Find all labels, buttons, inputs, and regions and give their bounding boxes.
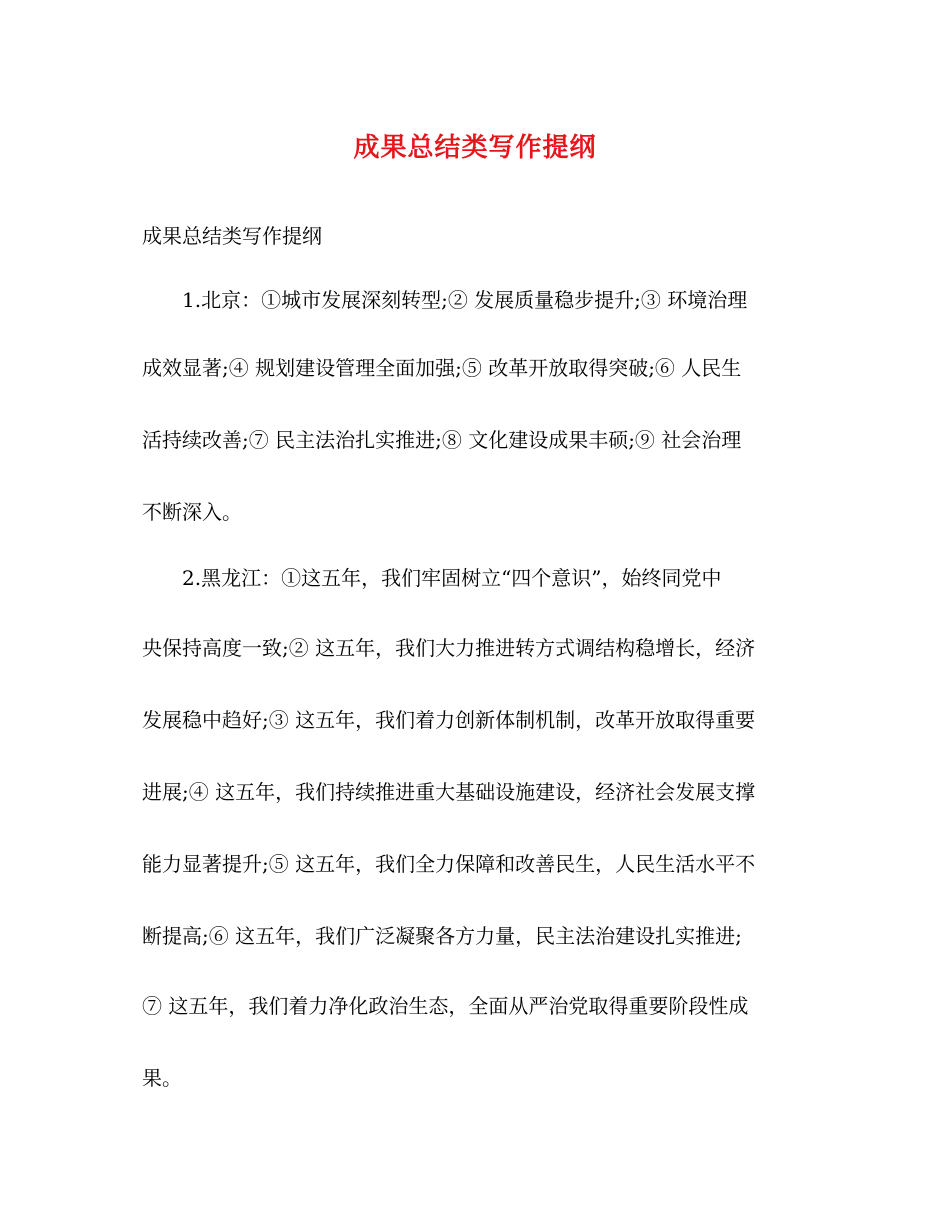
paragraph-2-line-6: 断提高;⑥ 这五年，我们广泛凝聚各方力量，民主法治建设扎实推进; <box>142 924 742 948</box>
paragraph-2-line-1: 2.黑龙江：①这五年，我们牢固树立“四个意识”，始终同党中 <box>182 566 722 590</box>
paragraph-2-line-8: 果。 <box>142 1066 182 1090</box>
paragraph-1-line-1: 1.北京：①城市发展深刻转型;② 发展质量稳步提升;③ 环境治理 <box>182 288 748 312</box>
document-subtitle: 成果总结类写作提纲 <box>142 224 322 248</box>
document-title: 成果总结类写作提纲 <box>353 133 597 163</box>
paragraph-2-line-7: ⑦ 这五年，我们着力净化政治生态，全面从严治党取得重要阶段性成 <box>142 994 749 1018</box>
paragraph-1-line-3: 活持续改善;⑦ 民主法治扎实推进;⑧ 文化建设成果丰硕;⑨ 社会治理 <box>142 428 742 452</box>
paragraph-2-line-4: 进展;④ 这五年，我们持续推进重大基础设施建设，经济社会发展支撑 <box>142 780 756 804</box>
paragraph-1-line-2: 成效显著;④ 规划建设管理全面加强;⑤ 改革开放取得突破;⑥ 人民生 <box>142 356 742 380</box>
paragraph-2-line-5: 能力显著提升;⑤ 这五年，我们全力保障和改善民生，人民生活水平不 <box>142 852 756 876</box>
paragraph-2-line-2: 央保持高度一致;② 这五年，我们大力推进转方式调结构稳增长，经济 <box>142 636 756 660</box>
paragraph-1-line-4: 不断深入。 <box>142 500 242 524</box>
paragraph-2-line-3: 发展稳中趋好;③ 这五年，我们着力创新体制机制，改革开放取得重要 <box>142 708 756 732</box>
